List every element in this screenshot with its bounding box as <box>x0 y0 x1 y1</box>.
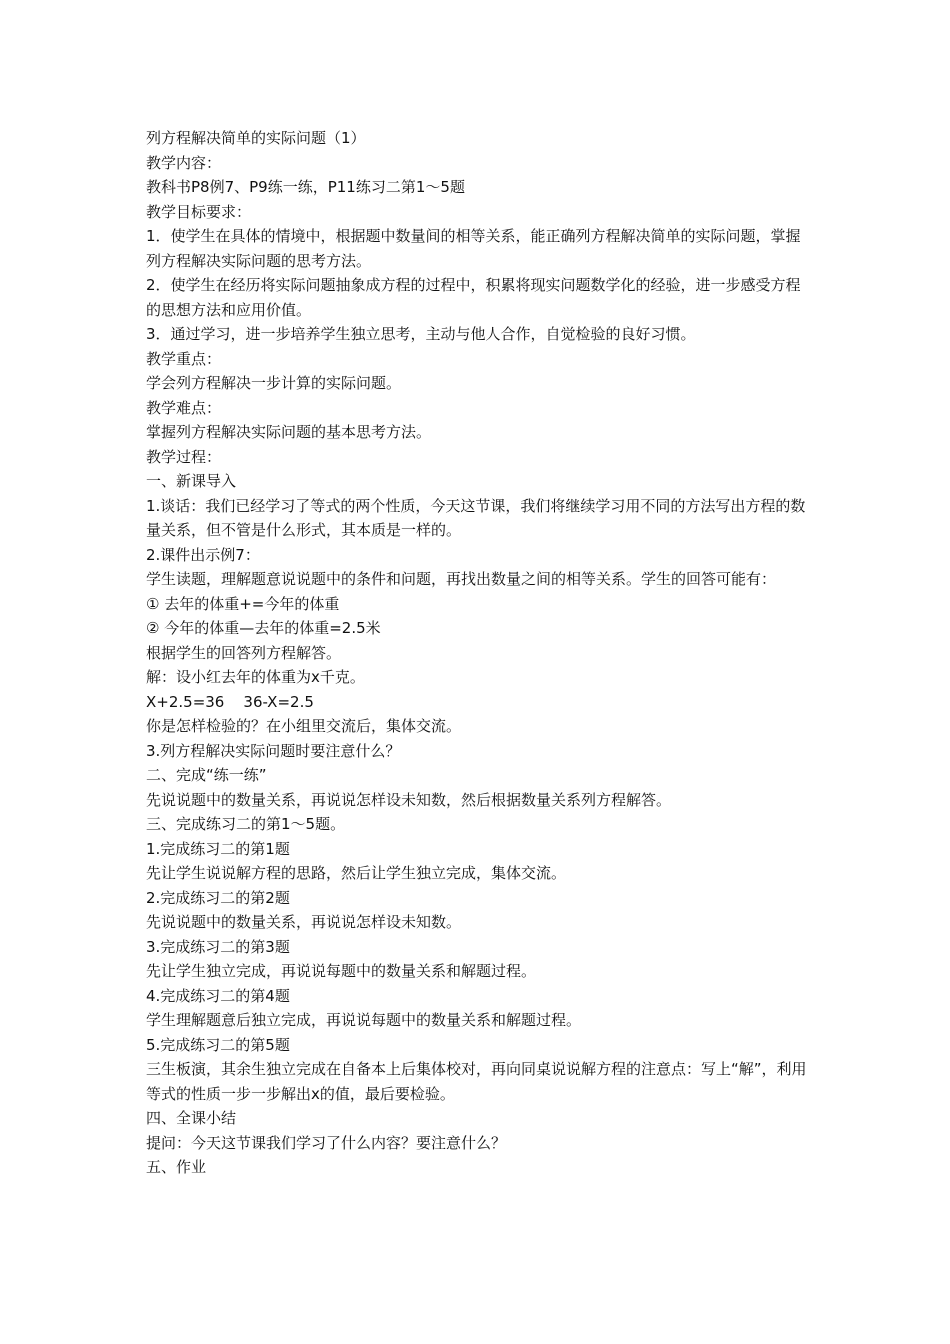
process-part-2-heading: 二、完成“练一练” <box>146 766 267 784</box>
solve-instruction: 根据学生的回答列方程解答。 <box>146 643 342 662</box>
section-heading-goals: 教学目标要求： <box>146 202 252 221</box>
equations: X+2.5=36 36-X=2.5 <box>146 692 314 711</box>
summary-question: 提问：今天这节课我们学习了什么内容？要注意什么？ <box>146 1133 507 1152</box>
exercise-2-text: 先说说题中的数量关系，再说说怎样设未知数。 <box>146 913 462 931</box>
goal-item-3: 3．通过学习，进一步培养学生独立思考，主动与他人合作，自觉检验的良好习惯。 <box>146 325 696 343</box>
exercise-1-text: 先让学生说说解方程的思路，然后让学生独立完成，集体交流。 <box>146 864 567 882</box>
section-heading-content: 教学内容： <box>146 153 222 172</box>
process-part-1-heading: 一、新课导入 <box>146 472 237 490</box>
solution-setup: 解：设小红去年的体重为x千克。 <box>146 668 365 686</box>
section-heading-key-points: 教学重点： <box>146 349 222 368</box>
goal-item-2: 2．使学生在经历将实际问题抽象成方程的过程中，积累将现实问题数学化的经验，进一步感受方程的思想方法和应用价值。 <box>146 276 801 319</box>
difficulties-text: 掌握列方程解决实际问题的基本思考方法。 <box>146 423 432 441</box>
key-points-text: 学会列方程解决一步计算的实际问题。 <box>146 374 402 392</box>
process-step-talk: 1.谈话：我们已经学习了等式的两个性质，今天这节课，我们将继续学习用不同的方法写出方程的数量关系，但不管是什么形式，其本质是一样的。 <box>146 496 806 539</box>
practice-instruction: 先说说题中的数量关系，再说说怎样设未知数，然后根据数量关系列方程解答。 <box>146 790 672 809</box>
process-part-3-heading: 三、完成练习二的第1～5题。 <box>146 815 346 833</box>
process-step-notes: 3.列方程解决实际问题时要注意什么？ <box>146 741 401 760</box>
exercise-3-heading: 3.完成练习二的第3题 <box>146 937 290 956</box>
exercise-3-text: 先让学生独立完成，再说说每题中的数量关系和解题过程。 <box>146 962 537 980</box>
exercise-4-heading: 4.完成练习二的第4题 <box>146 986 290 1005</box>
document-body <box>146 126 810 1180</box>
section-heading-process: 教学过程： <box>146 447 222 466</box>
verification-question: 你是怎样检验的？在小组里交流后，集体交流。 <box>146 717 462 735</box>
process-part-4-heading: 四、全课小结 <box>146 1109 237 1127</box>
lesson-title: 列方程解决简单的实际问题（1） <box>146 129 366 147</box>
goal-item-1: 1．使学生在具体的情境中，根据题中数量间的相等关系，能正确列方程解决简单的实际问题，掌握列方程解决实际问题的思考方法。 <box>146 227 801 270</box>
exercise-1-heading: 1.完成练习二的第1题 <box>146 839 290 858</box>
process-step-reading: 学生读题，理解题意说说题中的条件和问题，再找出数量之间的相等关系。学生的回答可能有： <box>146 570 777 588</box>
answer-option-1: ① 去年的体重+=今年的体重 <box>146 594 340 613</box>
process-part-5-heading: 五、作业 <box>146 1158 207 1176</box>
content-text: 教科书P8例7、P9练一练，P11练习二第1～5题 <box>146 178 465 196</box>
exercise-2-heading: 2.完成练习二的第2题 <box>146 888 290 907</box>
exercise-5-heading: 5.完成练习二的第5题 <box>146 1035 290 1054</box>
exercise-5-text: 三生板演，其余生独立完成在自备本上后集体校对，再向同桌说说解方程的注意点：写上“解”，利用等式的性质一步一步解出x的值，最后要检验。 <box>146 1060 807 1103</box>
answer-option-2: ② 今年的体重—去年的体重=2.5米 <box>146 619 381 637</box>
exercise-4-text: 学生理解题意后独立完成，再说说每题中的数量关系和解题过程。 <box>146 1011 582 1029</box>
section-heading-difficulties: 教学难点： <box>146 398 222 417</box>
process-step-example: 2.课件出示例7： <box>146 545 260 564</box>
